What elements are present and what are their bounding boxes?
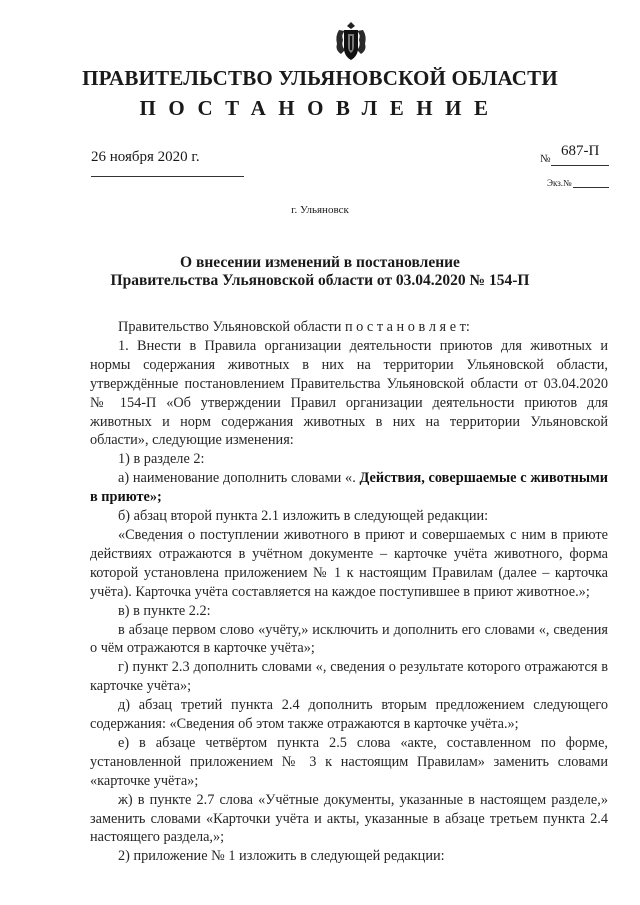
government-title: ПРАВИТЕЛЬСТВО УЛЬЯНОВСКОЙ ОБЛАСТИ xyxy=(82,66,558,90)
copy-number-underline xyxy=(573,187,609,188)
subclause-2: 2) приложение № 1 изложить в следующей редакции: xyxy=(118,848,445,865)
title-line-1: О внесении изменений в постановление xyxy=(180,254,460,271)
item-a xyxy=(90,469,608,507)
item-a-tail: »; xyxy=(149,489,162,506)
document-body xyxy=(90,318,608,866)
number-sign: № xyxy=(540,153,551,165)
item-v-text: в абзаце первом слово «учёту,» исключить и дополнить его словами «, сведения о чём отражаются в карточке учёта»; xyxy=(90,621,608,657)
document-date: 26 ноября 2020 г. xyxy=(91,149,200,165)
document-title xyxy=(0,254,640,290)
date-underline xyxy=(91,176,244,177)
item-e: е) в абзаце четвёртом пункта 2.5 слова «акте, составленном по форме, установленной приложением № 3 к настоящим Правилам» заменить словами «карточке учёта»; xyxy=(90,734,608,789)
subclause-1: 1) в разделе 2: xyxy=(118,451,205,468)
number-underline xyxy=(551,165,609,166)
item-zh: ж) в пункте 2.7 слова «Учётные документы, указанные в настоящем разделе,» заменить словами «Карточки учёта и акты, указанные в абзаце третьем пункта 2.4 настоящего раздела,»; xyxy=(90,791,608,846)
item-a-bold-text: Действия, совершаемые с животными в приюте xyxy=(90,470,608,506)
item-a-text: а) наименование дополнить словами «. xyxy=(118,470,360,487)
clause-1: 1. Внести в Правила организации деятельности приютов для животных и нормы содержания животных в них на территории Ульяновской области, утверждённые постановлением Правительства Ульяновской области от 03.04.2020 № 154-П «Об утверждении Правил организации деятельности приютов для животных и норм содержания животных в них на территории Ульяновской области», следующие изменения: xyxy=(90,337,608,449)
item-v: в) в пункте 2.2: xyxy=(118,602,211,619)
document-number: 687-П xyxy=(561,143,600,159)
city-line: г. Ульяновск xyxy=(291,204,349,216)
document-type-heading: ПОСТАНОВЛЕНИЕ xyxy=(139,96,501,120)
preamble: Правительство Ульяновской области п о с т а н о в л я е т: xyxy=(118,319,470,335)
item-b: б) абзац второй пункта 2.1 изложить в следующей редакции: xyxy=(118,508,489,525)
item-b-quote: «Сведения о поступлении животного в приют и совершаемых с ним в приюте действиях отражаются в учётном документе – карточке учёта животного, форма которой установлена приложением № 1 к настоящим Правилам (далее – карточка учёта). Карточка учёта составляется на каждое поступившее в приют животное.»; xyxy=(90,526,608,600)
title-line-2: Правительства Ульяновской области от 03.04.2020 № 154-П xyxy=(110,272,530,289)
copy-number-label: Экз.№ xyxy=(547,178,572,188)
item-d: д) абзац третий пункта 2.4 дополнить вторым предложением следующего содержания: «Сведения об этом также отражаются в карточке учёта.»; xyxy=(90,697,608,733)
item-g: г) пункт 2.3 дополнить словами «, сведения о результате которого отражаются в карточке учёта»; xyxy=(90,659,608,695)
coat-of-arms-icon xyxy=(331,20,371,64)
